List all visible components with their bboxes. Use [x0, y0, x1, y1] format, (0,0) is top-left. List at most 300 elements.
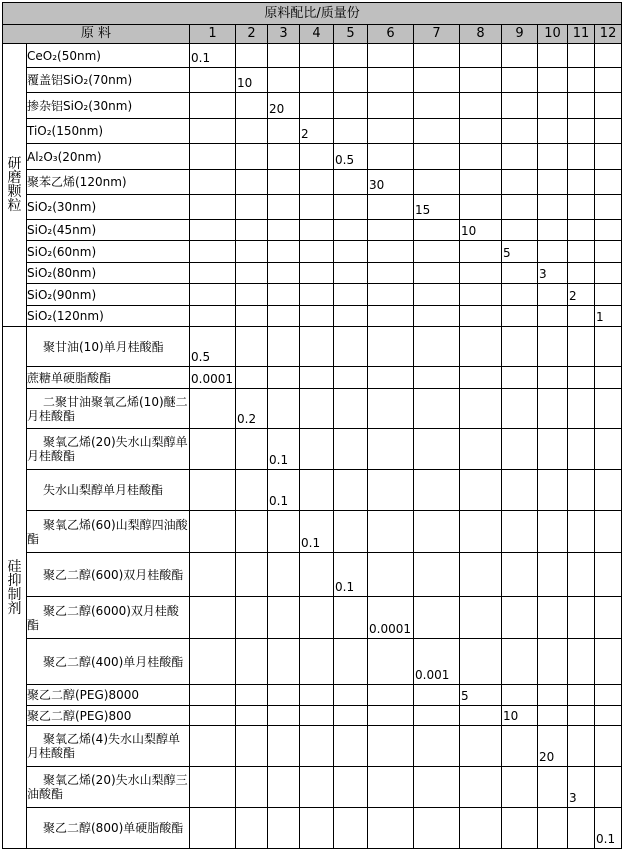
- value-cell: [190, 367, 236, 389]
- value-cell: [368, 284, 414, 306]
- table-row: [3, 220, 622, 241]
- value-cell: [300, 367, 334, 389]
- quantity-value: 20: [269, 102, 285, 116]
- value-cell: [190, 263, 236, 284]
- value-cell: [368, 170, 414, 195]
- value-cell: [502, 220, 538, 241]
- value-cell: [595, 706, 622, 726]
- formula-number-header: 2: [236, 25, 268, 44]
- value-cell: [414, 389, 460, 429]
- formula-number-header: 7: [414, 25, 460, 44]
- value-cell: [368, 93, 414, 119]
- table-row: [3, 263, 622, 284]
- material-name: 聚甘油(10)单月桂酸酯: [27, 327, 190, 367]
- table-row: [3, 429, 622, 470]
- value-cell: [236, 220, 268, 241]
- value-cell: [568, 808, 595, 849]
- table-row: [3, 144, 622, 170]
- value-cell: [568, 119, 595, 144]
- value-cell: [595, 685, 622, 706]
- value-cell: [502, 44, 538, 68]
- value-cell: [414, 511, 460, 553]
- value-cell: [502, 367, 538, 389]
- value-cell: [334, 429, 368, 470]
- quantity-value: 0.5: [191, 350, 211, 364]
- value-cell: [502, 170, 538, 195]
- value-cell: [414, 241, 460, 263]
- value-cell: [334, 511, 368, 553]
- table-row: [3, 367, 622, 389]
- value-cell: [368, 327, 414, 367]
- value-cell: [268, 726, 300, 767]
- value-cell: [502, 706, 538, 726]
- material-name: 聚氧乙烯(20)失水山梨醇三油酸酯: [27, 767, 190, 808]
- value-cell: [502, 429, 538, 470]
- quantity-value: 5: [461, 689, 469, 703]
- value-cell: [268, 241, 300, 263]
- value-cell: [236, 263, 268, 284]
- quantity-value: 0.1: [301, 536, 321, 550]
- value-cell: [414, 263, 460, 284]
- value-cell: [502, 597, 538, 639]
- material-name: 聚乙二醇(PEG)800: [27, 706, 190, 726]
- value-cell: [538, 808, 568, 849]
- value-cell: [595, 195, 622, 220]
- quantity-value: 20: [539, 750, 555, 764]
- value-cell: [414, 470, 460, 511]
- value-cell: [538, 263, 568, 284]
- value-cell: [568, 220, 595, 241]
- value-cell: [595, 220, 622, 241]
- value-cell: [460, 144, 502, 170]
- value-cell: [190, 470, 236, 511]
- formula-number-header: 1: [190, 25, 236, 44]
- material-name: 掺杂铝SiO₂(30nm): [27, 93, 190, 119]
- value-cell: [414, 93, 460, 119]
- value-cell: [568, 726, 595, 767]
- value-cell: [595, 93, 622, 119]
- value-cell: [190, 241, 236, 263]
- value-cell: [268, 263, 300, 284]
- value-cell: [502, 767, 538, 808]
- value-cell: [595, 327, 622, 367]
- value-cell: [236, 808, 268, 849]
- value-cell: [568, 144, 595, 170]
- value-cell: [460, 195, 502, 220]
- value-cell: [568, 327, 595, 367]
- quantity-value: 10: [461, 224, 477, 238]
- quantity-value: 1: [596, 310, 604, 324]
- value-cell: [502, 119, 538, 144]
- value-cell: [236, 597, 268, 639]
- value-cell: [368, 389, 414, 429]
- value-cell: [300, 170, 334, 195]
- table-row: [3, 327, 622, 367]
- formula-number-header: 3: [268, 25, 300, 44]
- value-cell: [236, 706, 268, 726]
- value-cell: [300, 144, 334, 170]
- formula-number-header: 11: [568, 25, 595, 44]
- value-cell: [414, 68, 460, 93]
- value-cell: [568, 68, 595, 93]
- value-cell: [268, 553, 300, 597]
- quantity-value: 10: [503, 709, 519, 723]
- value-cell: [595, 44, 622, 68]
- value-cell: [236, 553, 268, 597]
- value-cell: [300, 470, 334, 511]
- value-cell: [538, 220, 568, 241]
- value-cell: [414, 553, 460, 597]
- value-cell: [268, 195, 300, 220]
- value-cell: [595, 597, 622, 639]
- quantity-value: 3: [569, 791, 577, 805]
- value-cell: [236, 367, 268, 389]
- value-cell: [268, 685, 300, 706]
- value-cell: [595, 429, 622, 470]
- value-cell: [595, 726, 622, 767]
- value-cell: [368, 429, 414, 470]
- value-cell: [190, 119, 236, 144]
- value-cell: [568, 93, 595, 119]
- table-row: [3, 808, 622, 849]
- material-name: TiO₂(150nm): [27, 119, 190, 144]
- value-cell: [414, 367, 460, 389]
- value-cell: [595, 808, 622, 849]
- value-cell: [334, 119, 368, 144]
- value-cell: [595, 306, 622, 327]
- material-name: 聚乙二醇(800)单硬脂酸酯: [27, 808, 190, 849]
- value-cell: [190, 706, 236, 726]
- value-cell: [502, 93, 538, 119]
- value-cell: [414, 220, 460, 241]
- formula-number-header: 10: [538, 25, 568, 44]
- value-cell: [236, 327, 268, 367]
- quantity-value: 0.0001: [369, 622, 411, 636]
- value-cell: [414, 597, 460, 639]
- value-cell: [300, 93, 334, 119]
- value-cell: [300, 68, 334, 93]
- value-cell: [460, 685, 502, 706]
- value-cell: [268, 170, 300, 195]
- quantity-value: 0.5: [335, 153, 355, 167]
- quantity-value: 0.0001: [191, 372, 233, 386]
- value-cell: [300, 429, 334, 470]
- formulation-table: [2, 2, 622, 849]
- material-name: 二聚甘油聚氧乙烯(10)醚二月桂酸酯: [27, 389, 190, 429]
- value-cell: [414, 639, 460, 685]
- value-cell: [538, 767, 568, 808]
- value-cell: [268, 470, 300, 511]
- value-cell: [236, 306, 268, 327]
- value-cell: [568, 241, 595, 263]
- value-cell: [236, 429, 268, 470]
- value-cell: [368, 119, 414, 144]
- value-cell: [190, 306, 236, 327]
- formula-number-header: 12: [595, 25, 622, 44]
- value-cell: [538, 93, 568, 119]
- value-cell: [595, 389, 622, 429]
- value-cell: [268, 367, 300, 389]
- value-cell: [236, 44, 268, 68]
- value-cell: [538, 553, 568, 597]
- value-cell: [268, 306, 300, 327]
- value-cell: [414, 306, 460, 327]
- value-cell: [595, 170, 622, 195]
- value-cell: [460, 220, 502, 241]
- formula-number-header: 5: [334, 25, 368, 44]
- value-cell: [414, 119, 460, 144]
- value-cell: [190, 553, 236, 597]
- value-cell: [568, 706, 595, 726]
- value-cell: [300, 44, 334, 68]
- value-cell: [236, 170, 268, 195]
- value-cell: [300, 241, 334, 263]
- material-name: 聚乙二醇(6000)双月桂酸酯: [27, 597, 190, 639]
- value-cell: [334, 327, 368, 367]
- value-cell: [414, 170, 460, 195]
- value-cell: [334, 306, 368, 327]
- table-row: [3, 284, 622, 306]
- value-cell: [460, 93, 502, 119]
- value-cell: [414, 195, 460, 220]
- value-cell: [568, 553, 595, 597]
- value-cell: [414, 685, 460, 706]
- value-cell: [538, 327, 568, 367]
- value-cell: [334, 685, 368, 706]
- value-cell: [568, 195, 595, 220]
- value-cell: [414, 429, 460, 470]
- value-cell: [568, 639, 595, 685]
- quantity-value: 3: [539, 267, 547, 281]
- value-cell: [460, 429, 502, 470]
- value-cell: [300, 808, 334, 849]
- group-label: 硅抑制剂: [3, 327, 27, 849]
- value-cell: [538, 706, 568, 726]
- material-name: SiO₂(90nm): [27, 284, 190, 306]
- value-cell: [595, 119, 622, 144]
- quantity-value: 0.001: [415, 668, 450, 682]
- material-name: SiO₂(30nm): [27, 195, 190, 220]
- value-cell: [190, 767, 236, 808]
- group-label: 研磨颗粒: [3, 44, 27, 327]
- value-cell: [190, 327, 236, 367]
- table-row: [3, 306, 622, 327]
- value-cell: [595, 553, 622, 597]
- table-row: [3, 389, 622, 429]
- value-cell: [236, 144, 268, 170]
- value-cell: [460, 306, 502, 327]
- value-cell: [334, 470, 368, 511]
- value-cell: [300, 389, 334, 429]
- value-cell: [595, 511, 622, 553]
- value-cell: [414, 808, 460, 849]
- value-cell: [568, 685, 595, 706]
- value-cell: [460, 170, 502, 195]
- value-cell: [334, 767, 368, 808]
- value-cell: [568, 429, 595, 470]
- value-cell: [368, 144, 414, 170]
- quantity-value: 0.1: [596, 832, 616, 846]
- table-row: [3, 767, 622, 808]
- value-cell: [268, 327, 300, 367]
- material-name: 聚乙二醇(600)双月桂酸酯: [27, 553, 190, 597]
- value-cell: [414, 726, 460, 767]
- value-cell: [268, 429, 300, 470]
- value-cell: [460, 767, 502, 808]
- value-cell: [368, 306, 414, 327]
- value-cell: [300, 263, 334, 284]
- value-cell: [190, 44, 236, 68]
- value-cell: [538, 195, 568, 220]
- value-cell: [538, 306, 568, 327]
- value-cell: [268, 511, 300, 553]
- value-cell: [268, 767, 300, 808]
- value-cell: [300, 553, 334, 597]
- value-cell: [460, 389, 502, 429]
- value-cell: [414, 767, 460, 808]
- value-cell: [190, 68, 236, 93]
- value-cell: [268, 93, 300, 119]
- value-cell: [300, 726, 334, 767]
- value-cell: [595, 639, 622, 685]
- title-row: [3, 3, 622, 25]
- value-cell: [368, 767, 414, 808]
- quantity-value: 15: [415, 203, 431, 217]
- value-cell: [460, 263, 502, 284]
- table-row: [3, 195, 622, 220]
- header-row: [3, 25, 622, 44]
- value-cell: [334, 726, 368, 767]
- value-cell: [538, 119, 568, 144]
- value-cell: [460, 470, 502, 511]
- value-cell: [236, 284, 268, 306]
- value-cell: [300, 119, 334, 144]
- value-cell: [368, 44, 414, 68]
- table-row: [3, 706, 622, 726]
- value-cell: [502, 263, 538, 284]
- material-name: 聚氧乙烯(4)失水山梨醇单月桂酸酯: [27, 726, 190, 767]
- value-cell: [538, 389, 568, 429]
- material-name: CeO₂(50nm): [27, 44, 190, 68]
- value-cell: [190, 170, 236, 195]
- value-cell: [460, 808, 502, 849]
- value-cell: [538, 685, 568, 706]
- value-cell: [595, 284, 622, 306]
- value-cell: [190, 389, 236, 429]
- quantity-value: 0.1: [269, 453, 289, 467]
- value-cell: [460, 284, 502, 306]
- material-name: SiO₂(60nm): [27, 241, 190, 263]
- value-cell: [568, 767, 595, 808]
- value-cell: [268, 808, 300, 849]
- value-cell: [236, 726, 268, 767]
- value-cell: [538, 367, 568, 389]
- value-cell: [334, 367, 368, 389]
- value-cell: [368, 241, 414, 263]
- value-cell: [538, 144, 568, 170]
- value-cell: [460, 367, 502, 389]
- material-name: Al₂O₃(20nm): [27, 144, 190, 170]
- value-cell: [538, 639, 568, 685]
- value-cell: [460, 597, 502, 639]
- value-cell: [334, 639, 368, 685]
- value-cell: [190, 639, 236, 685]
- formula-number-header: 4: [300, 25, 334, 44]
- value-cell: [595, 68, 622, 93]
- value-cell: [300, 511, 334, 553]
- value-cell: [414, 44, 460, 68]
- value-cell: [268, 597, 300, 639]
- value-cell: [568, 170, 595, 195]
- value-cell: [502, 511, 538, 553]
- value-cell: [502, 553, 538, 597]
- value-cell: [460, 68, 502, 93]
- value-cell: [460, 327, 502, 367]
- value-cell: [538, 511, 568, 553]
- value-cell: [236, 195, 268, 220]
- value-cell: [190, 726, 236, 767]
- quantity-value: 5: [503, 246, 511, 260]
- table-row: [3, 470, 622, 511]
- value-cell: [334, 808, 368, 849]
- value-cell: [236, 93, 268, 119]
- value-cell: [236, 685, 268, 706]
- value-cell: [538, 170, 568, 195]
- value-cell: [502, 327, 538, 367]
- value-cell: [190, 511, 236, 553]
- formula-number-header: 8: [460, 25, 502, 44]
- value-cell: [538, 241, 568, 263]
- table-row: [3, 68, 622, 93]
- value-cell: [460, 119, 502, 144]
- value-cell: [368, 263, 414, 284]
- value-cell: [300, 195, 334, 220]
- value-cell: [368, 808, 414, 849]
- value-cell: [502, 195, 538, 220]
- value-cell: [334, 241, 368, 263]
- value-cell: [236, 241, 268, 263]
- formula-number-header: 6: [368, 25, 414, 44]
- value-cell: [268, 284, 300, 306]
- material-name: 覆盖铝SiO₂(70nm): [27, 68, 190, 93]
- value-cell: [502, 306, 538, 327]
- value-cell: [268, 44, 300, 68]
- value-cell: [236, 767, 268, 808]
- material-name: 聚苯乙烯(120nm): [27, 170, 190, 195]
- table-row: [3, 511, 622, 553]
- value-cell: [595, 367, 622, 389]
- quantity-value: 30: [369, 178, 385, 192]
- quantity-value: 0.1: [269, 494, 289, 508]
- table-row: [3, 553, 622, 597]
- value-cell: [460, 639, 502, 685]
- value-cell: [300, 685, 334, 706]
- value-cell: [334, 553, 368, 597]
- value-cell: [236, 389, 268, 429]
- value-cell: [368, 706, 414, 726]
- value-cell: [368, 639, 414, 685]
- material-name: SiO₂(120nm): [27, 306, 190, 327]
- value-cell: [414, 284, 460, 306]
- value-cell: [268, 144, 300, 170]
- value-cell: [538, 726, 568, 767]
- value-cell: [300, 306, 334, 327]
- table-row: [3, 726, 622, 767]
- value-cell: [460, 553, 502, 597]
- value-cell: [190, 284, 236, 306]
- value-cell: [334, 68, 368, 93]
- material-name: SiO₂(80nm): [27, 263, 190, 284]
